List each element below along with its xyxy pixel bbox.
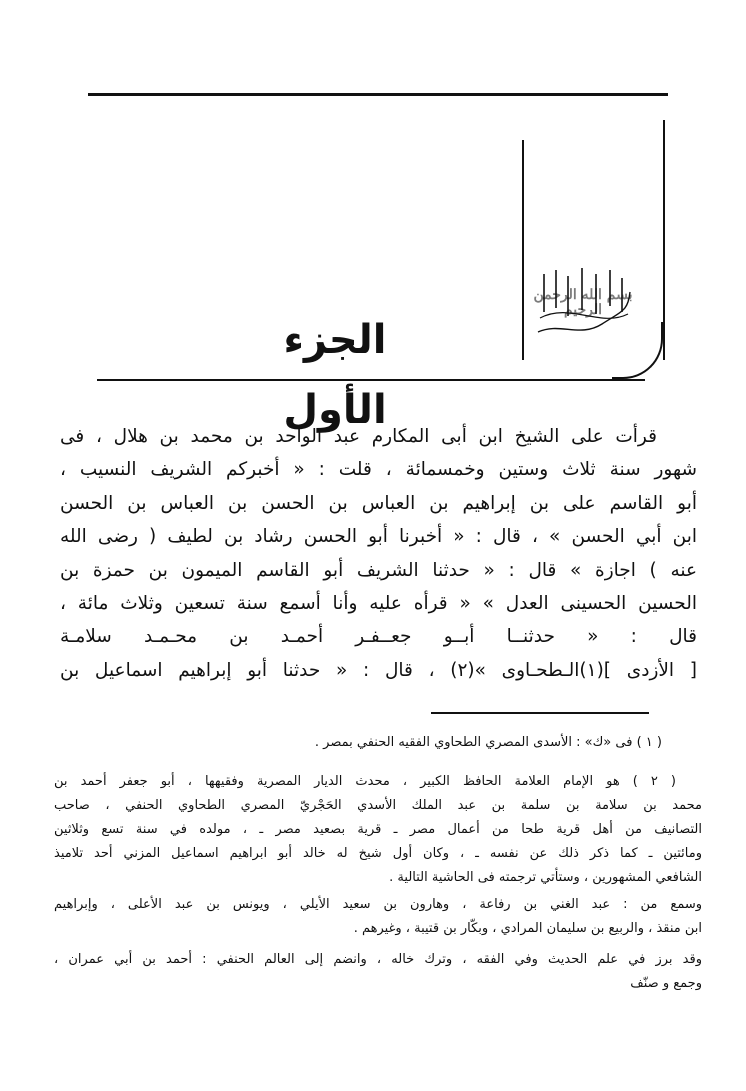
text-line: ابن أبي الحسن » ، قال : « أخبرنا أبو الحسن رشاد بن لطيف ( رضى الله xyxy=(60,526,697,548)
footnote-separator xyxy=(431,712,649,714)
footnote-line: محمد بن سلامة بن سلمة بن عبد الملك الأسدي الحَجْريّ المصري الطحاوي الحنفي ، صاحب xyxy=(54,798,702,813)
footnote-2 xyxy=(54,770,702,890)
header-frame-left-line xyxy=(522,140,524,360)
footnote-line: ومائتين ـ كما ذكر ذلك عن نفسه ـ ، وكان أول شيخ له خالد أبو ابراهيم اسماعيل المزني أحد تلاميذ xyxy=(54,846,702,861)
main-text-block xyxy=(60,420,697,687)
footnote-1 xyxy=(54,731,702,755)
header-frame-right-line xyxy=(663,120,665,360)
footnote-continuation-heard-from xyxy=(54,893,702,941)
footnote-line: الشافعي المشهورين ، وستأتي ترجمته فى الحاشية التالية . xyxy=(389,870,702,885)
footnote-line: وقد برز في علم الحديث وفي الفقه ، وترك خاله ، وانضم إلى العالم الحنفي : أحمد بن أبي عمران ، xyxy=(54,952,702,967)
text-line: الحسين الحسينى العدل » « قرأه عليه وأنا أسمع سنة تسعين وثلاث مائة ، xyxy=(60,592,697,614)
text-line: قال : « حدثنــا أبــو جعــفـر أحمـد بن محـمـد سلامـة xyxy=(60,626,697,648)
text-line: [ الأزدى ](١)الـطحـاوى »(٢) ، قال : « حدثنا أبو إبراهيم اسماعيل بن xyxy=(60,659,697,681)
text-line: عنه ) اجازة » قال : « حدثنا الشريف أبو القاسم الميمون بن حمزة بن xyxy=(60,559,697,581)
top-rule xyxy=(88,93,668,96)
footnote-line: ابن منقذ ، والربيع بن سليمان المرادي ، وبكّار بن قتيبة ، وغيرهم . xyxy=(353,921,702,936)
basmala-calligraphy xyxy=(530,262,636,344)
footnote-line: التصانيف من أهل قرية طحا من أعمال مصر ـ قرية بصعيد مصر ـ ، مولده في سنة تسع وثلاثين xyxy=(54,822,702,837)
text-line: أبو القاسم على بن إبراهيم بن العباس بن الحسن بن العباس بن الحسن xyxy=(60,492,697,514)
footnote-continuation-excelled xyxy=(54,948,702,996)
footnote-line: ( ١ ) فى «ك» : الأسدى المصري الطحاوي الفقيه الحنفي بمصر . xyxy=(314,735,662,750)
basmala-text: بسم الله الرحمن الرحيم xyxy=(533,286,633,318)
footnote-line: ( ٢ ) هو الإمام العلامة الحافظ الكبير ، محدث الديار المصرية وفقيهها ، أبو جعفر أحمد بن xyxy=(54,774,676,789)
text-line: قرأت على الشيخ ابن أبى المكارم عبد الواحد بن محمد بن هلال ، فى xyxy=(60,426,657,447)
footnote-line: وسمع من : عبد الغني بن رفاعة ، وهارون بن سعيد الأيلي ، ويونس بن عبد الأعلى ، وإبراهيم xyxy=(54,897,702,912)
footnote-line: وجمع و صنّف xyxy=(630,976,702,991)
part-title: الجزء الأول xyxy=(283,317,387,433)
text-line: شهور سنة ثلاث وستين وخمسمائة ، قلت : « أخبركم الشريف النسيب ، xyxy=(60,459,697,481)
